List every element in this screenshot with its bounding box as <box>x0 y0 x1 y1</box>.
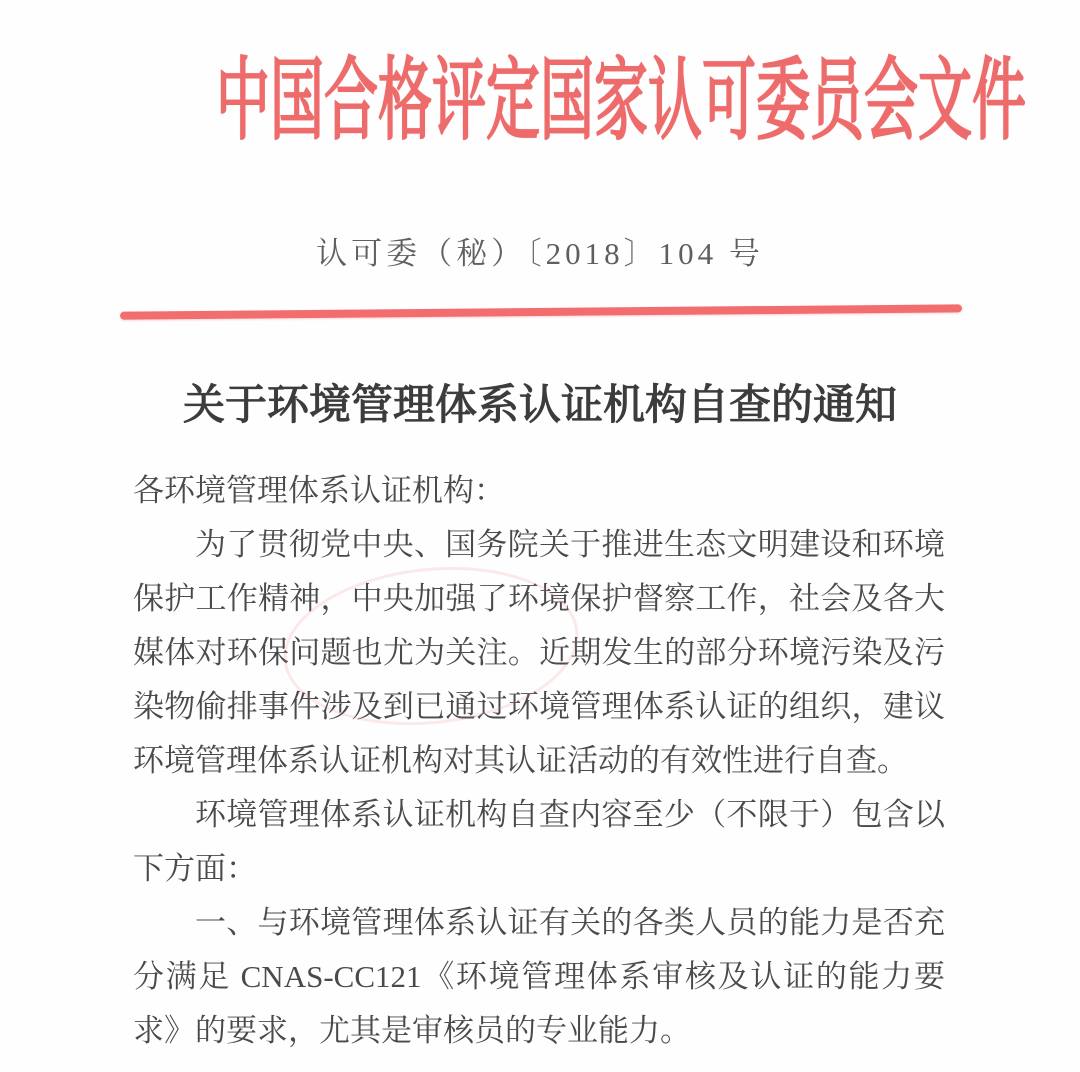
body-paragraph: 为了贯彻党中央、国务院关于推进生态文明建设和环境保护工作精神，中央加强了环境保护督察工作，社会及各大媒体对环保问题也尤为关注。近期发生的部分环境污染及污染物偷排事件涉及到已通过环境管理体系认证的组织，建议环境管理体系认证机构对其认证活动的有效性进行自查。 <box>133 527 945 778</box>
body-paragraph: 环境管理体系认证机构自查内容至少（不限于）包含以下方面： <box>133 797 945 886</box>
salutation-line: 各环境管理体系认证机构： <box>133 473 505 508</box>
notice-body <box>133 464 945 1058</box>
notice-title: 关于环境管理体系认证机构自查的通知 <box>182 383 897 429</box>
body-paragraph: 一、与环境管理体系认证有关的各类人员的能力是否充分满足 CNAS-CC121《环境管理体系审核及认证的能力要求》的要求，尤其是审核员的专业能力。 <box>133 905 945 1048</box>
document-reference-number: 认可委（秘）〔2018〕104 号 <box>316 236 764 271</box>
agency-masthead: 中国合格评定国家认可委员会文件 <box>216 52 1026 151</box>
red-divider-line <box>120 304 962 319</box>
